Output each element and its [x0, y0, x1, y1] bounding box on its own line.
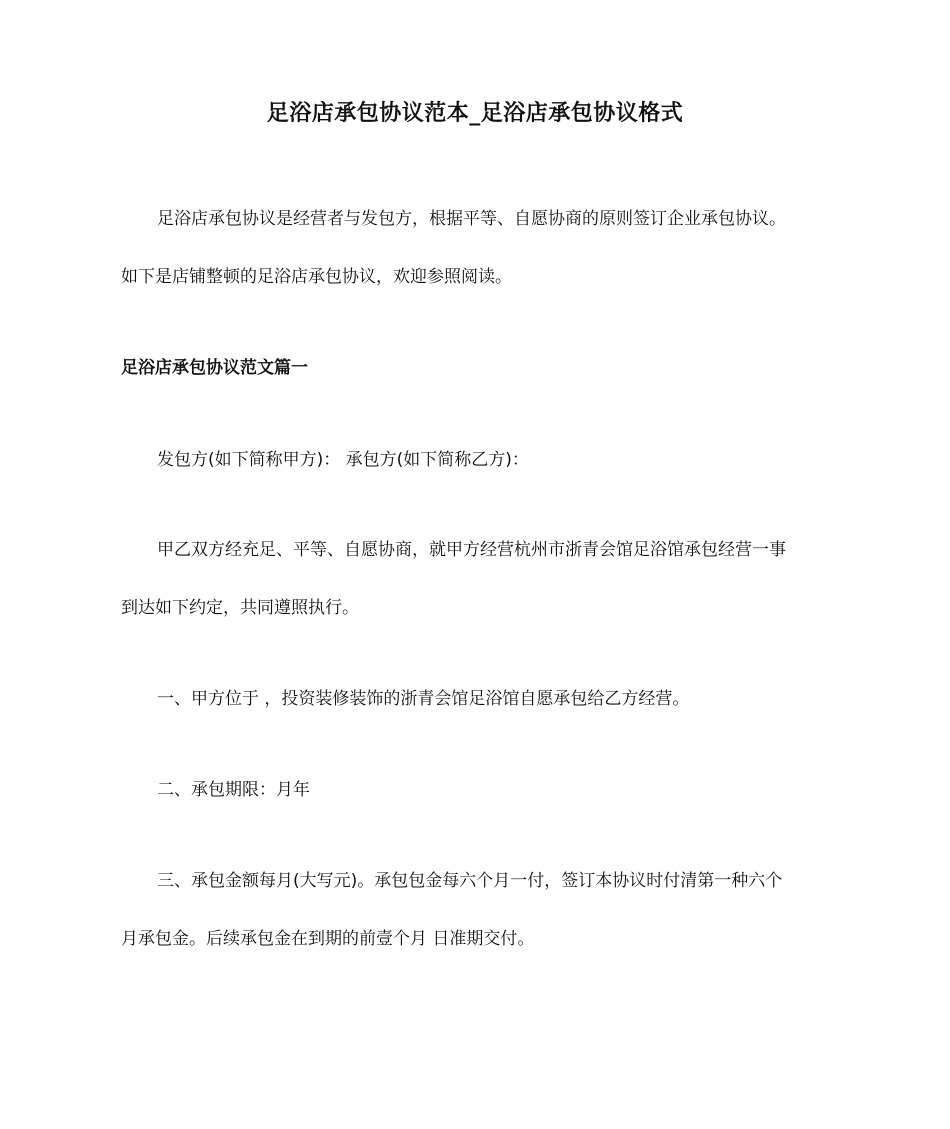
agreement-line-2: 到达如下约定，共同遵照执行。	[121, 598, 359, 618]
intro-line-2: 如下是店铺整顿的足浴店承包协议，欢迎参照阅读。	[121, 267, 512, 287]
clause-3-line-2: 月承包金。后续承包金在到期的前壹个月 日准期交付。	[121, 929, 535, 949]
intro-line-1: 足浴店承包协议是经营者与发包方，根据平等、自愿协商的原则签订企业承包协议。	[157, 209, 786, 229]
clause-3-line-1: 三、承包金额每月(大写元)。承包包金每六个月一付，签订本协议时付清第一种六个	[157, 871, 783, 891]
parties-line: 发包方(如下简称甲方)： 承包方(如下简称乙方)：	[157, 450, 529, 470]
clause-1: 一、甲方位于 ，投资装修装饰的浙青会馆足浴馆自愿承包给乙方经营。	[157, 689, 690, 709]
agreement-line-1: 甲乙双方经充足、平等、自愿协商，就甲方经营杭州市浙青会馆足浴馆承包经营一事	[157, 540, 786, 560]
section-heading: 足浴店承包协议范文篇一	[121, 358, 308, 378]
clause-2: 二、承包期限：月年	[157, 780, 310, 800]
document-title: 足浴店承包协议范本_足浴店承包协议格式	[266, 101, 684, 126]
